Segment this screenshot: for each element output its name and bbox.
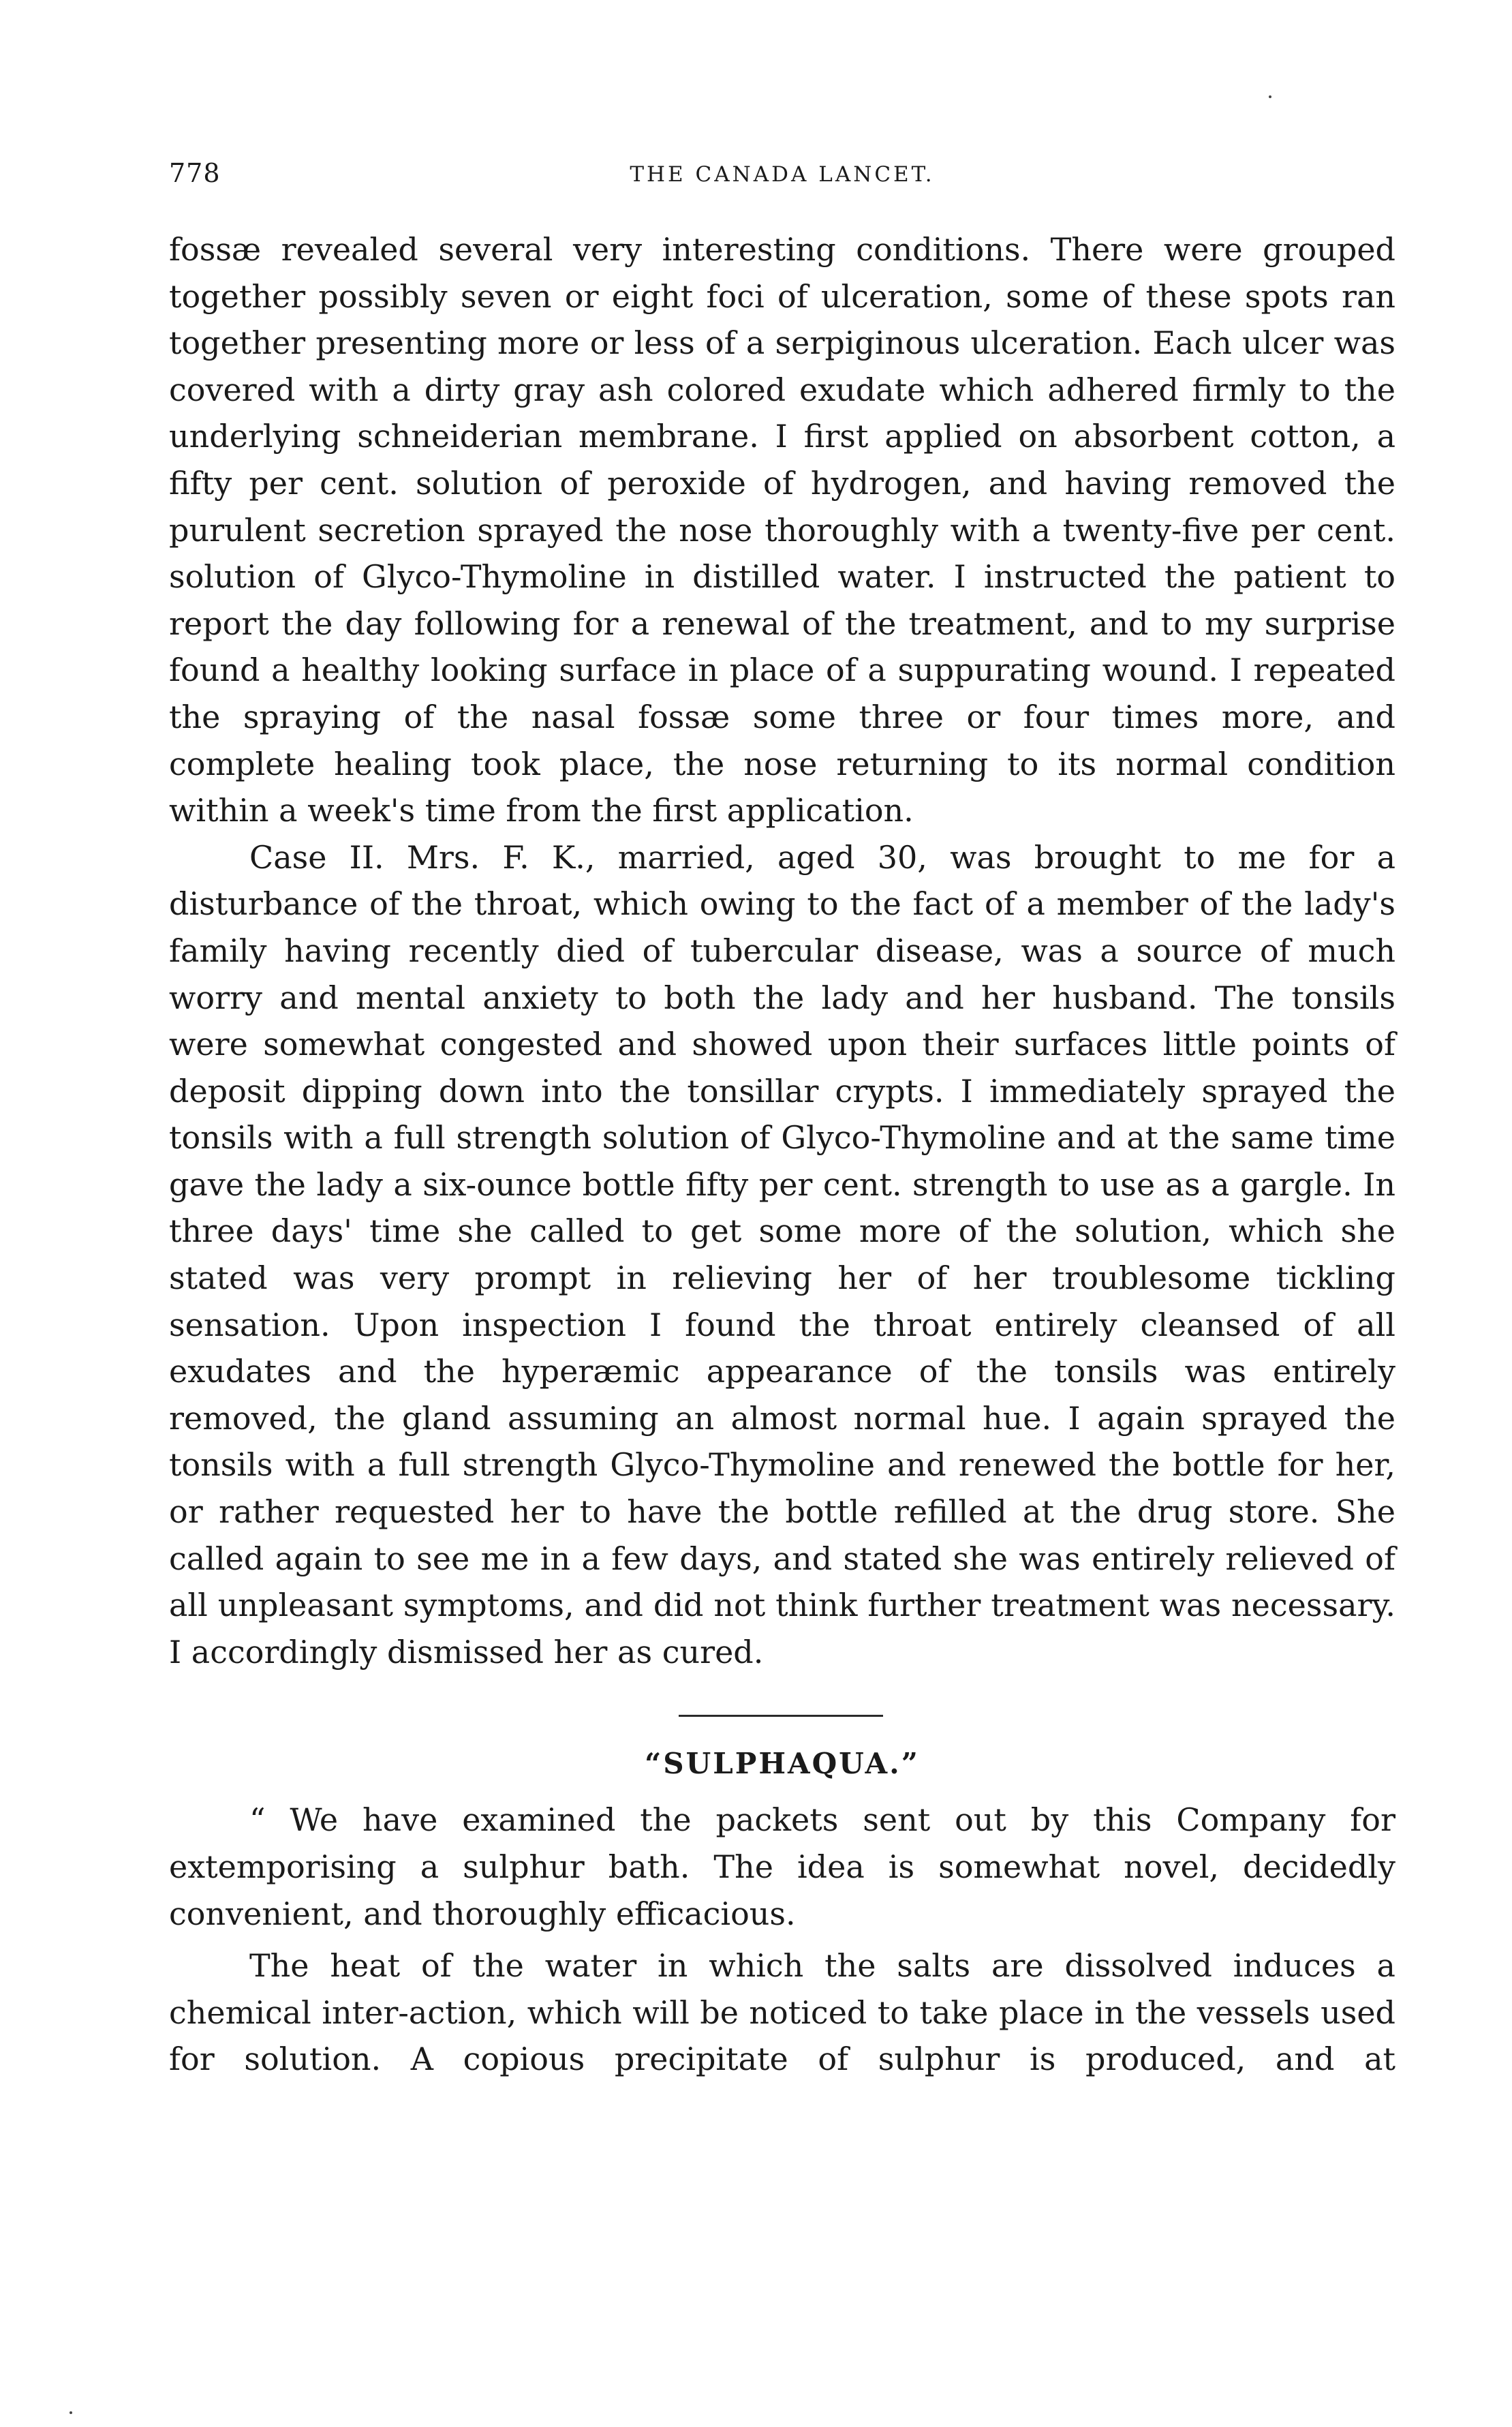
sulphaqua-paragraph-1: “ We have examined the packets sent out by this Company for extemporising a sulphur bath. The idea is somewhat novel, decidedly convenient, and thoroughly efficacious.: [169, 1801, 1395, 1932]
article-body: [169, 226, 1395, 2083]
scan-speck: [1269, 95, 1271, 98]
running-title: THE CANADA LANCET.: [630, 162, 935, 187]
sulphaqua-paragraph-2: The heat of the water in which the salts are dissolved induces a chemical inter-action, which will be noticed to take place in the vessels used for solution. A copious precipitate of sulphur is produced, and at: [169, 1947, 1395, 2078]
page-number: 778: [169, 158, 221, 188]
page-header: [169, 158, 1395, 199]
section-heading: “SULPHAQUA.”: [645, 1747, 920, 1781]
case-one-continuation-paragraph: fossæ revealed several very interesting conditions. There were grouped together possibly seven or eight foci of ulceration, some of these spots ran together presenting more or less of a serpiginous ulceration. Each ulcer was covered with a dirty gray ash colored exudate which adhered firmly to the underlying schneiderian membrane. I first applied on absorbent cotton, a fifty per cent. solution of peroxide of hydrogen, and having removed the purulent secretion sprayed the nose thoroughly with a twenty-five per cent. solution of Glyco-Thymoline in distilled water. I instructed the patient to report the day following for a renewal of the treatment, and to my surprise found a healthy looking surface in place of a suppurating wound. I repeated the spraying of the nasal fossæ some three or four times more, and complete healing took place, the nose returning to its normal condition within a week's time from the first application.: [169, 231, 1395, 829]
section-divider: [169, 1675, 1395, 1741]
case-two-paragraph: Case II. Mrs. F. K., married, aged 30, was brought to me for a disturbance of the throat, which owing to the fact of a member of the lady's family having recently died of tubercular disease, was a source of much worry and mental anxiety to both the lady and her husband. The tonsils were somewhat congested and showed upon their surfaces little points of deposit dipping down into the tonsillar crypts. I immediately sprayed the tonsils with a full strength solution of Glyco-Thymoline and at the same time gave the lady a six-ounce bottle fifty per cent. strength to use as a gargle. In three days' time she called to get some more of the solution, which she stated was very prompt in relieving her of her troublesome tickling sensation. Upon inspection I found the throat entirely cleansed of all exudates and the hyperæmic appearance of the tonsils was entirely removed, the gland assuming an almost normal hue. I again sprayed the tonsils with a full strength Glyco-Thymoline and renewed the bottle for her, or rather requested her to have the bottle refilled at the drug store. She called again to see me in a few days, and stated she was entirely relieved of all unpleasant symptoms, and did not think further treatment was necessary. I accordingly dismissed her as cured.: [169, 838, 1395, 1670]
scan-speck: [70, 2411, 72, 2414]
horizontal-rule: [679, 1715, 883, 1717]
